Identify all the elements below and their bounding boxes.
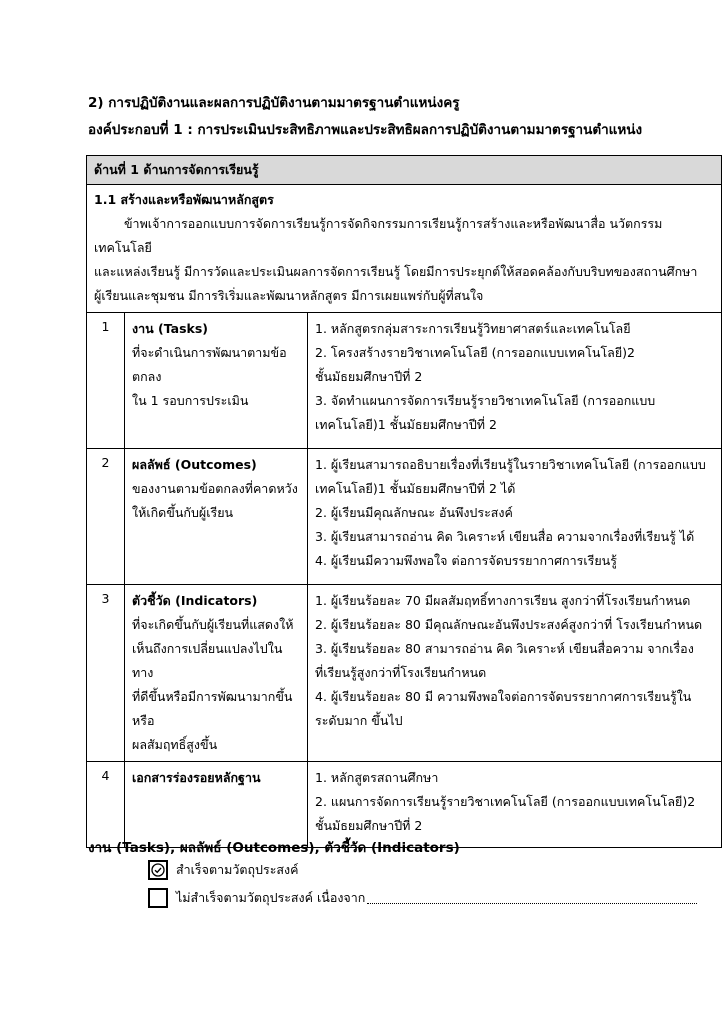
list-item: เทคโนโลยี)1 ชั้นมัธยมศึกษาปีที่ 2: [315, 417, 497, 432]
list-item: เทคโนโลยี)1 ชั้นมัธยมศึกษาปีที่ 2 ได้: [315, 481, 516, 496]
row-items: [308, 585, 722, 762]
list-item: 3. จัดทำแผนการจัดการเรียนรู้รายวิชาเทคโนโลยี (การออกแบบ: [315, 393, 656, 408]
component-heading: องค์ประกอบที่ 1 : การประเมินประสิทธิภาพและประสิทธิผลการปฏิบัติงานตามมาตรฐานตำแหน่ง: [88, 122, 643, 138]
list-item: 2. ผู้เรียนมีคุณลักษณะ อันพึงประสงค์: [315, 505, 513, 520]
not-achieved-option[interactable]: [148, 888, 697, 908]
table-row: [87, 762, 722, 848]
row-topic: [125, 313, 308, 449]
list-item: ชั้นมัธยมศึกษาปีที่ 2: [315, 818, 423, 833]
row-topic: [125, 585, 308, 762]
section-heading: 2) การปฏิบัติงานและผลการปฏิบัติงานตามมาตรฐานตำแหน่งครู: [88, 95, 460, 111]
list-item: 1. หลักสูตรสถานศึกษา: [315, 770, 439, 785]
row-items: [308, 762, 722, 848]
checkbox-checked[interactable]: [148, 860, 168, 880]
row-title: ตัวชี้วัด (Indicators): [132, 593, 258, 608]
row-number: 2: [87, 449, 125, 585]
row-number: 1: [87, 313, 125, 449]
list-item: ที่เรียนรู้สูงกว่าที่โรงเรียนกำหนด: [315, 665, 487, 680]
list-item: 2. แผนการจัดการเรียนรู้รายวิชาเทคโนโลยี (การออกแบบเทคโนโลยี)2: [315, 794, 696, 809]
intro-line: ผู้เรียนและชุมชน มีการริเริ่มและพัฒนาหลักสูตร มีการเผยแพร่กับผู้ที่สนใจ: [94, 288, 484, 303]
list-item: ระดับมาก ขึ้นไป: [315, 713, 403, 728]
intro-line: และแหล่งเรียนรู้ มีการวัดและประเมินผลการจัดการเรียนรู้ โดยมีการประยุกต์ให้สอดคล้องกับบริบทของสถานศึกษา: [94, 264, 698, 279]
achieved-option[interactable]: [148, 860, 299, 880]
row-topic: [125, 449, 308, 585]
list-item: 4. ผู้เรียนมีความพึงพอใจ ต่อการจัดบรรยากาศการเรียนรู้: [315, 553, 617, 568]
row-title: งาน (Tasks): [132, 321, 208, 336]
row-desc: ให้เกิดขึ้นกับผู้เรียน: [132, 505, 234, 520]
subsection-title: 1.1 สร้างและหรือพัฒนาหลักสูตร: [94, 192, 274, 207]
list-item: 1. หลักสูตรกลุ่มสาระการเรียนรู้วิทยาศาสตร์และเทคโนโลยี: [315, 321, 631, 336]
row-desc: ที่จะเกิดขึ้นกับผู้เรียนที่แสดงให้: [132, 617, 294, 632]
row-title: ผลลัพธ์ (Outcomes): [132, 457, 257, 472]
row-desc: เห็นถึงการเปลี่ยนแปลงไปในทาง: [132, 641, 283, 680]
row-desc: ใน 1 รอบการประเมิน: [132, 393, 249, 408]
checkbox-unchecked[interactable]: [148, 888, 168, 908]
achieved-label: สำเร็จตามวัตถุประสงค์: [176, 862, 299, 877]
list-item: 3. ผู้เรียนร้อยละ 80 สามารถอ่าน คิด วิเคราะห์ เขียนสื่อความ จากเรื่อง: [315, 641, 694, 656]
table-row: [87, 449, 722, 585]
checkmark-circle-icon: [150, 862, 166, 878]
row-desc: ผลสัมฤทธิ์สูงขึ้น: [132, 737, 218, 752]
table-row: [87, 313, 722, 449]
row-number: 4: [87, 762, 125, 848]
list-item: 2. โครงสร้างรายวิชาเทคโนโลยี (การออกแบบเทคโนโลยี)2: [315, 345, 635, 360]
list-item: 2. ผู้เรียนร้อยละ 80 มีคุณลักษณะอันพึงประสงค์สูงกว่าที่ โรงเรียนกำหนด: [315, 617, 703, 632]
table-row: [87, 585, 722, 762]
row-topic: [125, 762, 308, 848]
reason-blank-line[interactable]: [367, 893, 697, 904]
list-item: 1. ผู้เรียนสามารถอธิบายเรื่องที่เรียนรู้ในรายวิชาเทคโนโลยี (การออกแบบ: [315, 457, 706, 472]
row-items: [308, 449, 722, 585]
row-number: 3: [87, 585, 125, 762]
row-items: [308, 313, 722, 449]
evaluation-table: [86, 155, 722, 848]
intro-paragraph: [87, 210, 722, 313]
intro-line: ข้าพเจ้าการออกแบบการจัดการเรียนรู้การจัดกิจกรรมการเรียนรู้การสร้างและหรือพัฒนาสื่อ นวัตกรรม เทคโนโลยี: [94, 216, 663, 255]
row-desc: ที่ดีขึ้นหรือมีการพัฒนามากขึ้นหรือ: [132, 689, 293, 728]
row-desc: ของงานตามข้อตกลงที่คาดหวัง: [132, 481, 298, 496]
summary-label: งาน (Tasks), ผลลัพธ์ (Outcomes), ตัวชี้วัด (Indicators): [88, 840, 460, 856]
subsection-title-cell: [87, 185, 722, 211]
row-desc: ที่จะดำเนินการพัฒนาตามข้อตกลง: [132, 345, 287, 384]
not-achieved-label: ไม่สำเร็จตามวัตถุประสงค์ เนื่องจาก: [176, 890, 366, 905]
list-item: ชั้นมัธยมศึกษาปีที่ 2: [315, 369, 423, 384]
list-item: 4. ผู้เรียนร้อยละ 80 มี ความพึงพอใจต่อการจัดบรรยากาศการเรียนรู้ใน: [315, 689, 692, 704]
list-item: 3. ผู้เรียนสามารถอ่าน คิด วิเคราะห์ เขียนสื่อ ความจากเรื่องที่เรียนรู้ ได้: [315, 529, 695, 544]
table-header: ด้านที่ 1 ด้านการจัดการเรียนรู้: [87, 156, 722, 185]
row-title: เอกสารร่องรอยหลักฐาน: [132, 770, 261, 785]
list-item: 1. ผู้เรียนร้อยละ 70 มีผลสัมฤทธิ์ทางการเรียน สูงกว่าที่โรงเรียนกำหนด: [315, 593, 691, 608]
